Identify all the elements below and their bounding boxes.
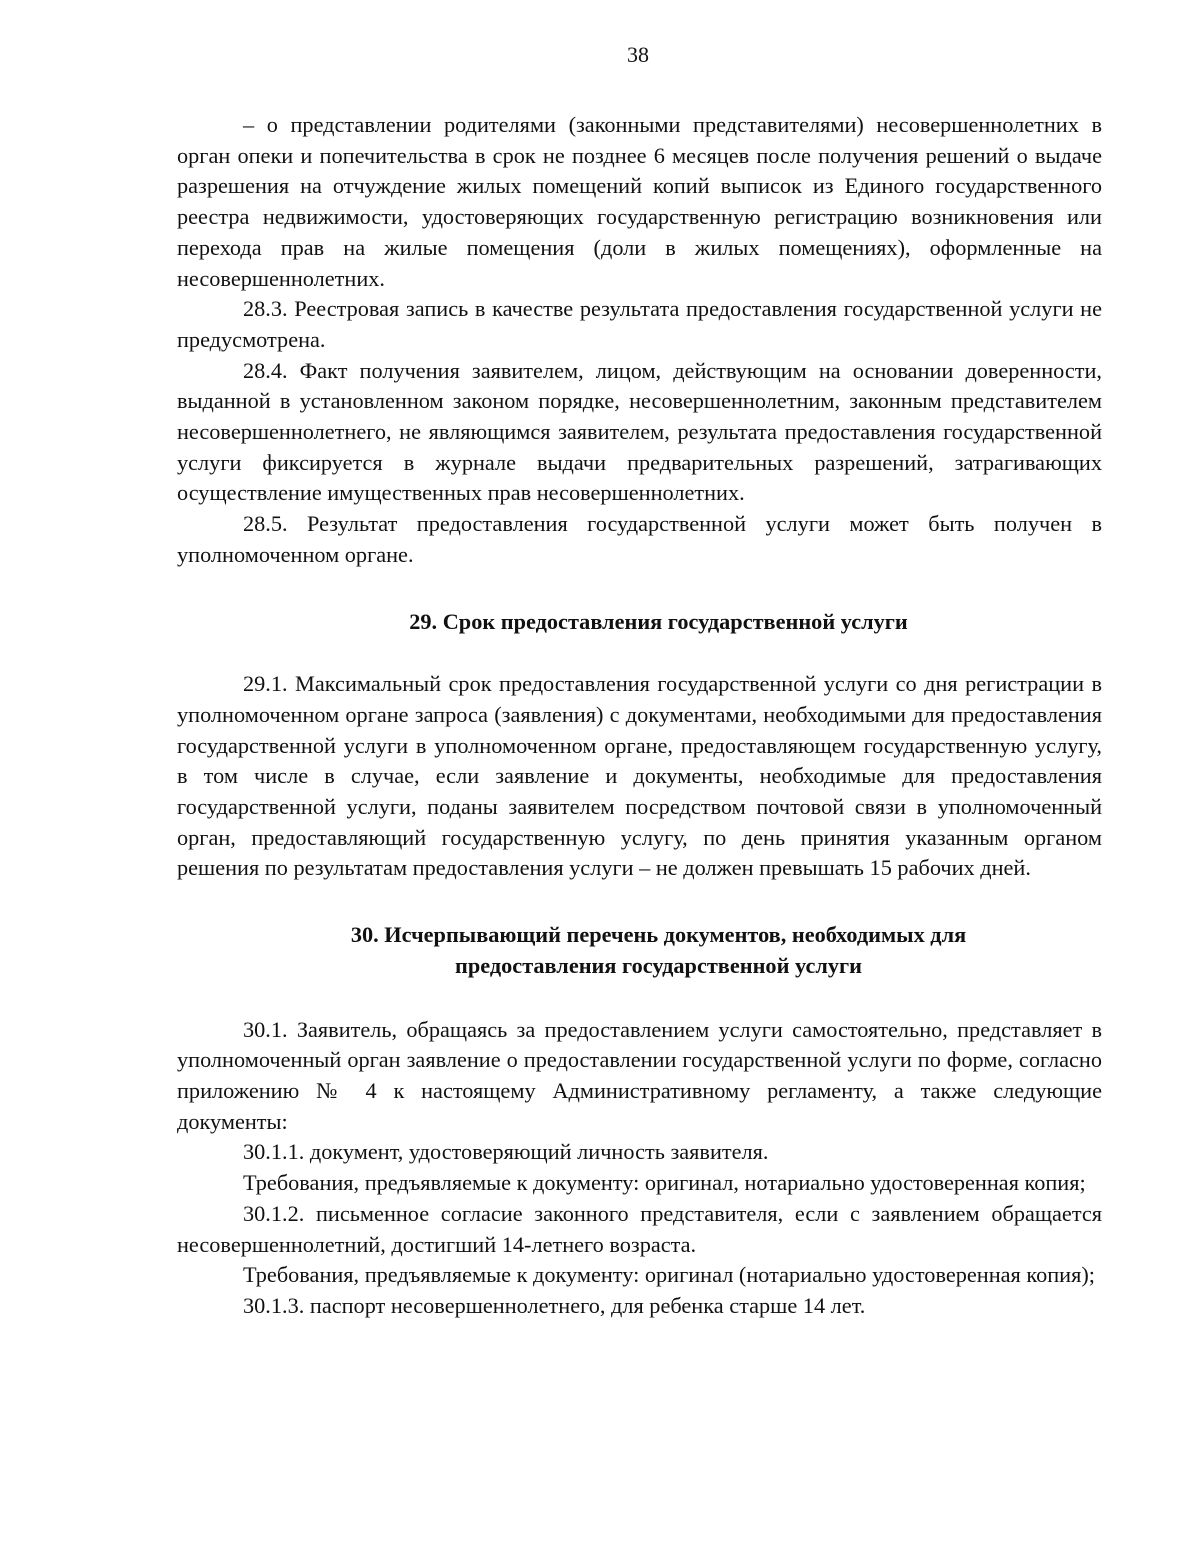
paragraph-30-1-2: 30.1.2. письменное согласие законного представителя, если с заявлением обращается несовершеннолетний, достигший 14-летнего возраста. xyxy=(177,1200,1102,1257)
paragraph-requirements-1: Требования, предъявляемые к документу: оригинал, нотариально удостоверенная копия; xyxy=(243,1170,1086,1196)
paragraph-28-3: 28.3. Реестровая запись в качестве результата предоставления государственной услуги не предусмотрена. xyxy=(177,296,1102,352)
paragraph-parental-submission: – о представлении родителями (законными представителями) несовершеннолетних в орган опеки и попечительства в срок не позднее 6 месяцев после получения решений о выдаче разрешения на отчуждение жилых помещений копий выписок из Единого государственного реестра недвижимости, удостоверяющих государственную регистрацию возникновения или перехода прав на жилые помещения (доли в жилых помещениях), оформленные на несовершеннолетних. xyxy=(177,112,1102,291)
paragraph-29-1: 29.1. Максимальный срок предоставления государственной услуги со дня регистрации в уполномоченном органе запроса (заявления) с документами, необходимыми для предоставления государственной услуги в уполномоченном органе, предоставляющем государственную услугу, в том числе в случае, если заявление и документы, необходимые для предоставления государственной услуги, поданы заявителем посредством почтовой связи в уполномоченный орган, предоставляющий государственную услугу, по день принятия указанным органом решения по результатам предоставления услуги – не должен превышать 15 рабочих дней. xyxy=(177,671,1102,881)
section-heading-29: 29. Срок предоставления государственной услуги xyxy=(409,608,908,634)
paragraph-30-1-1: 30.1.1. документ, удостоверяющий личность заявителя. xyxy=(243,1139,769,1165)
section-heading-30 xyxy=(177,920,1102,981)
paragraph-28-4: 28.4. Факт получения заявителем, лицом, действующим на основании доверенности, выданной в установленном законом порядке, несовершеннолетним, законным представителем несовершеннолетнего, не являющимся заявителем, результата предоставления государственной услуги фиксируется в журнале выдачи предварительных разрешений, затрагивающих осуществление имущественных прав несовершеннолетних. xyxy=(177,357,1102,506)
paragraph-30-1: 30.1. Заявитель, обращаясь за предоставлением услуги самостоятельно, представляет в уполномоченный орган заявление о предоставлении государственной услуги по форме, согласно приложению № 4 к настоящему Административному регламенту, а также следующие документы: xyxy=(177,1016,1102,1134)
paragraph-28-5: 28.5. Результат предоставления государственной услуги может быть получен в уполномоченном органе. xyxy=(177,511,1102,567)
section-heading-30-line-2: предоставления государственной услуги xyxy=(455,952,862,978)
document-body xyxy=(177,110,1102,1322)
section-heading-30-line-1: 30. Исчерпывающий перечень документов, необходимых для xyxy=(350,922,967,948)
paragraph-requirements-2: Требования, предъявляемые к документу: оригинал (нотариально удостоверенная копия); xyxy=(243,1262,1095,1288)
page-number: 38 xyxy=(627,42,649,67)
paragraph-30-1-3: 30.1.3. паспорт несовершеннолетнего, для ребенка старше 14 лет. xyxy=(243,1292,866,1318)
